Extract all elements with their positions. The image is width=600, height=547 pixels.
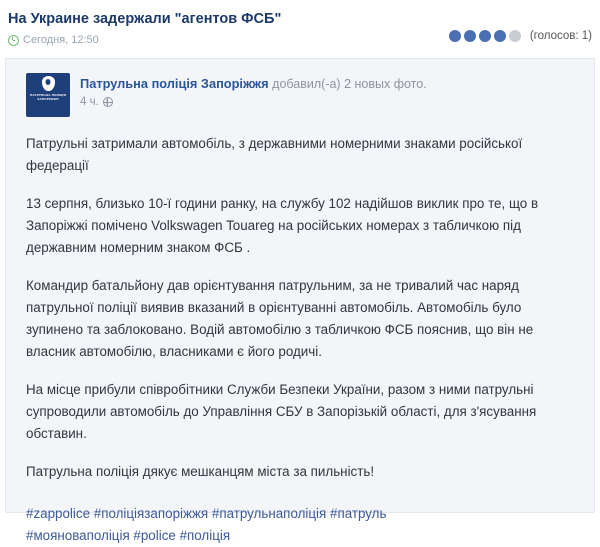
post-paragraph: На місце прибули співробітники Служби Безпеки України, разом з ними патрульні супроводили автомобіль до Управління СБУ в Запорізькій області, для з'ясування обставин.: [26, 382, 537, 441]
avatar-caption: ПАТРУЛЬНА ПОЛІЦІЯ ЗАПОРІЖЖЯ: [29, 93, 67, 102]
rating-dot-1[interactable]: [449, 30, 461, 42]
rating-dots[interactable]: [449, 30, 521, 42]
rating-widget[interactable]: [449, 30, 592, 42]
post-paragraph: 13 серпня, близько 10-ї години ранку, на службу 102 надійшов виклик про те, що в Запоріжжі помічено Volkswagen Touareg на російських номерах з табличкою під державним номерним знаком ФСБ .: [26, 196, 539, 255]
facebook-post-card: [5, 58, 595, 543]
avatar[interactable]: [26, 73, 70, 117]
post-meta: [0, 28, 600, 46]
police-badge-icon: [42, 76, 55, 91]
post-paragraph: Патрульні затримали автомобіль, з державними номерними знаками російської федерації: [26, 136, 523, 173]
post-paragraph: Командир батальйону дав орієнтування патрульним, за не тривалий час наряд патрульної поліції виявив вказаний в орієнтуванні автомобіль. Автомобіль було зупинено та заблоковано. Водій автомобілю з табличкою ФСБ пояснив, що він не власник автомобілю, власниками є його родичі.: [26, 278, 534, 359]
post-date-group: [8, 34, 99, 46]
hashtag-line[interactable]: #zappolice #поліціязапоріжжя #патрульнаполіція #патруль: [26, 506, 387, 521]
post-timestamp-row: [80, 96, 427, 108]
author-name[interactable]: Патрульна поліція Запоріжжя: [80, 76, 269, 91]
votes-count: (голосов: 1): [529, 30, 592, 42]
rating-dot-3[interactable]: [479, 30, 491, 42]
post-body: [26, 133, 574, 483]
hashtag-block: [26, 503, 574, 547]
author-head: [80, 73, 427, 93]
post-author-row: [26, 73, 574, 117]
clock-icon: [8, 35, 19, 46]
post-paragraph: Патрульна поліція дякує мешканцям міста за пильність!: [26, 464, 375, 479]
post-date: Сегодня, 12:50: [23, 34, 99, 46]
hashtag-line[interactable]: #мояноваполіція #police #поліція: [26, 528, 231, 543]
rating-dot-4[interactable]: [494, 30, 506, 42]
rating-dot-5[interactable]: [509, 30, 521, 42]
author-action: добавил(-а) 2 новых фото.: [272, 77, 427, 91]
globe-icon: [103, 97, 113, 107]
rating-dot-2[interactable]: [464, 30, 476, 42]
page-title: На Украине задержали "агентов ФСБ": [8, 11, 282, 27]
author-info: [80, 73, 427, 108]
post-timestamp[interactable]: 4 ч.: [80, 96, 99, 108]
